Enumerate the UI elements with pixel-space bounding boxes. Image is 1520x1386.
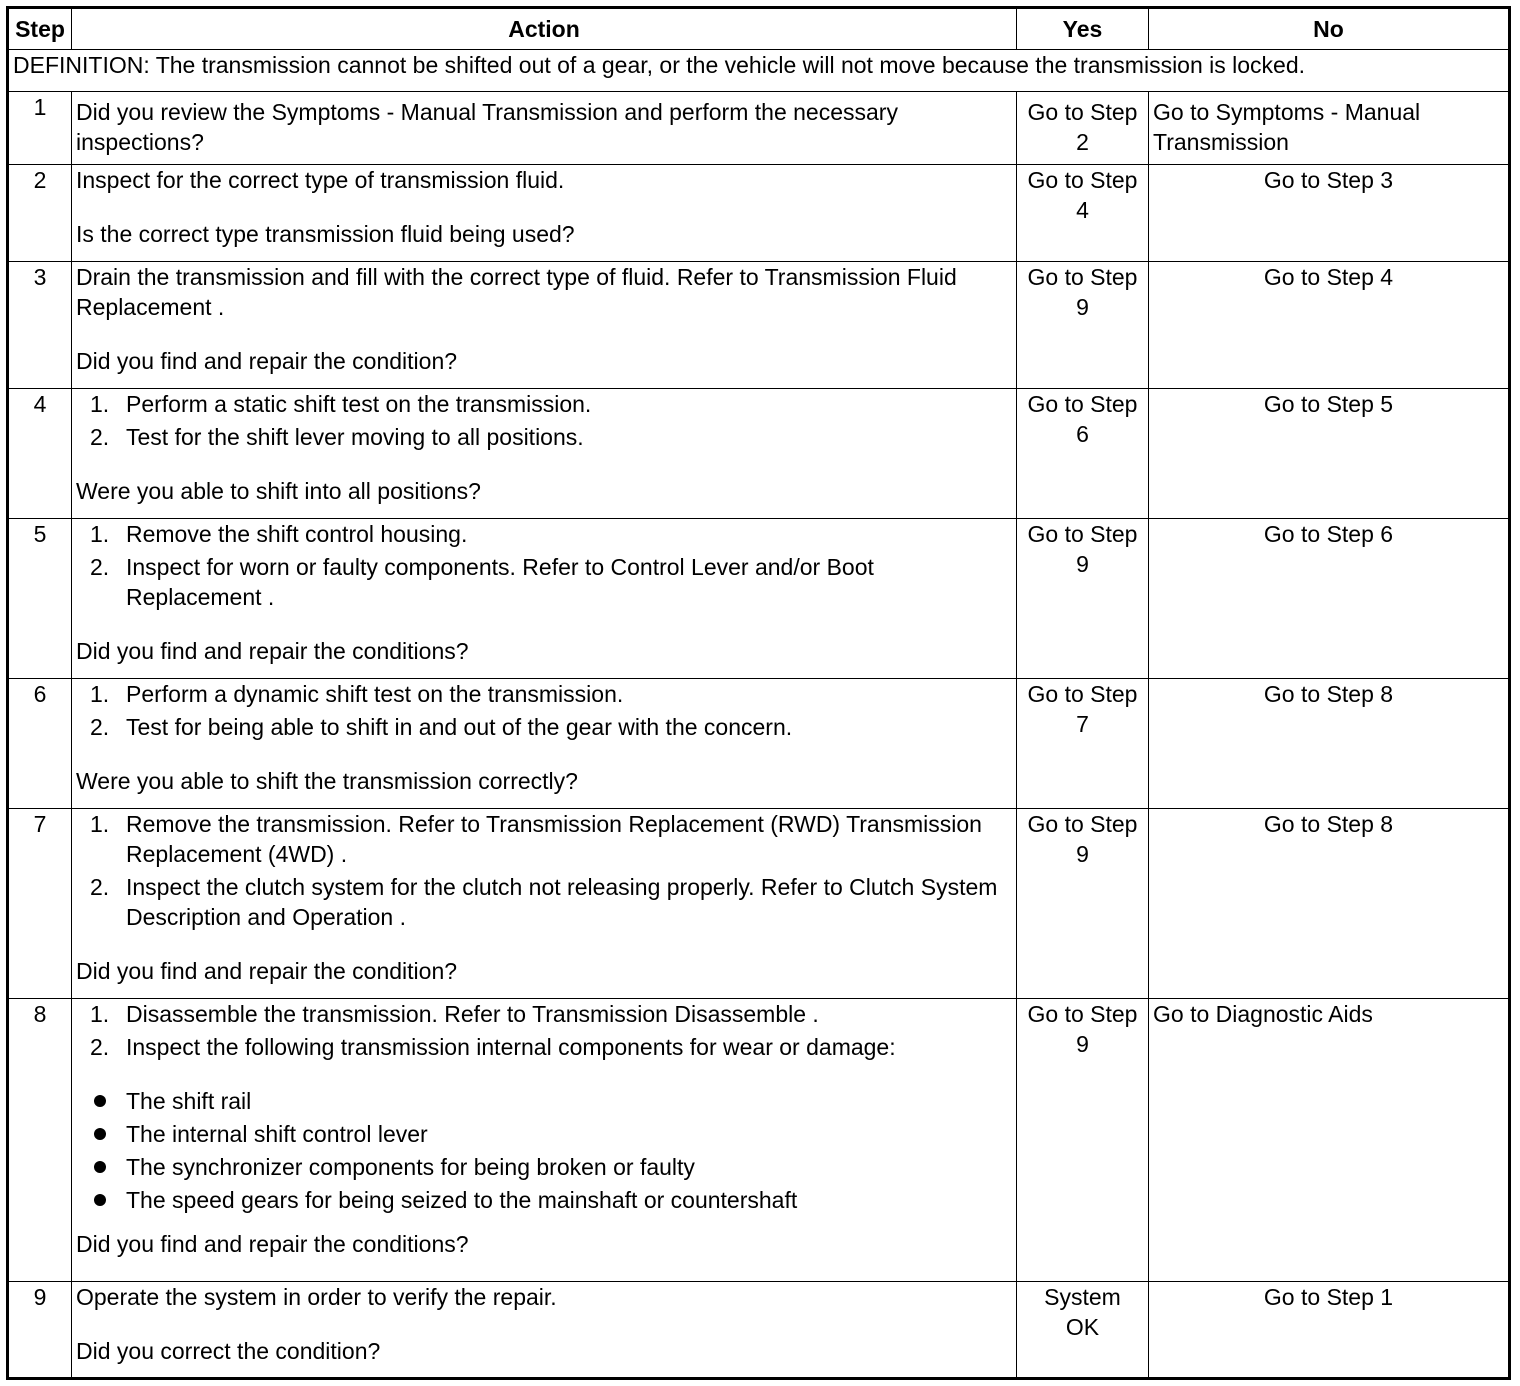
yes-line-1: Go to Step [1027, 99, 1138, 125]
bullet-item [76, 1185, 1012, 1215]
step-number: 4 [8, 389, 72, 519]
list-item: 1. Remove the transmission. Refer to Transmission Replacement (RWD) Transmission Replacement (4WD) . [90, 811, 982, 867]
numbered-list [76, 519, 1012, 612]
yes-line-1: Go to Step [1027, 811, 1138, 837]
action-question: Did you correct the condition? [76, 1338, 381, 1364]
yes-line-2: 2 [1076, 129, 1089, 155]
step-number: 8 [8, 999, 72, 1282]
action-question: Were you able to shift into all positions? [76, 478, 481, 504]
numbered-list [76, 999, 1012, 1062]
yes-line-2: 7 [1076, 711, 1089, 737]
numbered-list [76, 679, 1012, 742]
yes-line-1: Go to Step [1027, 264, 1138, 290]
yes-line-1: Go to Step [1027, 521, 1138, 547]
yes-cell [1017, 92, 1149, 165]
list-item: 2. Inspect the clutch system for the clutch not releasing properly. Refer to Clutch System Description and Operation . [90, 874, 998, 930]
bullet-item-text: The synchronizer components for being broken or faulty [126, 1154, 695, 1180]
yes-line-2: 9 [1076, 1031, 1089, 1057]
no-cell: Go to Step 3 [1149, 165, 1510, 262]
step-number: 3 [8, 262, 72, 389]
list-item: 1. Remove the shift control housing. [90, 521, 468, 547]
step-number: 1 [8, 92, 72, 165]
no-cell: Go to Step 8 [1149, 809, 1510, 999]
yes-line-1: Go to Step [1027, 391, 1138, 417]
no-cell: Go to Symptoms - Manual Transmission [1149, 92, 1510, 165]
bullet-list [76, 1086, 1012, 1215]
yes-line-2: 6 [1076, 421, 1089, 447]
bullet-dot-icon [94, 1128, 106, 1140]
table-row [8, 679, 1510, 809]
yes-line-2: 4 [1076, 197, 1089, 223]
action-question: Did you find and repair the condition? [76, 348, 458, 374]
table-row [8, 999, 1510, 1282]
header-row [8, 8, 1510, 50]
yes-line-2: 9 [1076, 551, 1089, 577]
action-question: Is the correct type transmission fluid being used? [76, 221, 575, 247]
list-item-text: Inspect the following transmission internal components for wear or damage: [126, 1034, 896, 1060]
list-item-text: Perform a static shift test on the transmission. [126, 391, 592, 417]
yes-line-2: OK [1065, 1314, 1100, 1340]
yes-line-1: Go to Step [1027, 167, 1138, 193]
list-item-text: Test for being able to shift in and out of the gear with the concern. [126, 714, 793, 740]
bullet-item [76, 1152, 1012, 1182]
action-question: Were you able to shift the transmission correctly? [76, 768, 578, 794]
header-no: No [1149, 8, 1510, 50]
step-number: 7 [8, 809, 72, 999]
list-item: 1. Perform a static shift test on the transmission. [90, 391, 592, 417]
table-row [8, 1282, 1510, 1379]
action-cell [72, 262, 1017, 389]
list-item-text: Test for the shift lever moving to all positions. [126, 424, 584, 450]
action-question: Did you find and repair the conditions? [76, 638, 469, 664]
header-step: Step [8, 8, 72, 50]
yes-line-2: 9 [1076, 841, 1089, 867]
table-row [8, 262, 1510, 389]
table-row [8, 519, 1510, 679]
diagnostic-document [6, 6, 1511, 1380]
list-item-text: Disassemble the transmission. Refer to Transmission Disassemble . [126, 1001, 819, 1027]
list-item: 2. Inspect the following transmission internal components for wear or damage: [90, 1034, 896, 1060]
list-item: 1. Perform a dynamic shift test on the transmission. [90, 681, 624, 707]
no-cell: Go to Step 8 [1149, 679, 1510, 809]
yes-line-1: System [1044, 1284, 1121, 1310]
yes-cell [1017, 999, 1149, 1282]
list-item: 2. Inspect for worn or faulty components. Refer to Control Lever and/or Boot Replacement . [90, 554, 874, 610]
list-item: 2. Test for being able to shift in and out of the gear with the concern. [90, 714, 793, 740]
definition-text: DEFINITION: The transmission cannot be shifted out of a gear, or the vehicle will not move because the transmission is locked. [8, 50, 1510, 92]
yes-cell [1017, 519, 1149, 679]
step-number: 6 [8, 679, 72, 809]
yes-cell [1017, 165, 1149, 262]
table-row [8, 92, 1510, 165]
yes-cell [1017, 262, 1149, 389]
action-cell [72, 1282, 1017, 1379]
bullet-item-text: The speed gears for being seized to the mainshaft or countershaft [126, 1187, 798, 1213]
action-question: Did you find and repair the conditions? [76, 1231, 469, 1257]
bullet-item-text: The shift rail [126, 1088, 252, 1114]
action-cell [72, 809, 1017, 999]
step-number: 2 [8, 165, 72, 262]
no-cell: Go to Step 4 [1149, 262, 1510, 389]
yes-cell [1017, 1282, 1149, 1379]
bullet-item-text: The internal shift control lever [126, 1121, 428, 1147]
definition-row [8, 50, 1510, 92]
no-cell: Go to Diagnostic Aids [1149, 999, 1510, 1282]
bullet-dot-icon [94, 1095, 106, 1107]
table-row [8, 809, 1510, 999]
no-cell: Go to Step 1 [1149, 1282, 1510, 1379]
yes-cell [1017, 809, 1149, 999]
action-cell [72, 389, 1017, 519]
action-question: Did you find and repair the condition? [76, 958, 458, 984]
numbered-list [76, 389, 1012, 452]
action-cell [72, 679, 1017, 809]
action-text: Drain the transmission and fill with the correct type of fluid. Refer to Transmission Fluid Replacement . [76, 264, 957, 320]
action-text: Operate the system in order to verify the repair. [76, 1284, 557, 1310]
table-row [8, 389, 1510, 519]
bullet-dot-icon [94, 1161, 106, 1173]
list-item-text: Inspect for worn or faulty components. Refer to Control Lever and/or Boot Replacement . [126, 554, 874, 610]
yes-cell [1017, 389, 1149, 519]
header-action: Action [72, 8, 1017, 50]
list-item-text: Remove the transmission. Refer to Transmission Replacement (RWD) Transmission Replacement (4WD) . [126, 811, 982, 867]
list-item-text: Perform a dynamic shift test on the transmission. [126, 681, 624, 707]
bullet-dot-icon [94, 1194, 106, 1206]
action-cell [72, 92, 1017, 165]
yes-line-1: Go to Step [1027, 1001, 1138, 1027]
bullet-item [76, 1086, 1012, 1116]
step-number: 9 [8, 1282, 72, 1379]
header-yes: Yes [1017, 8, 1149, 50]
no-cell: Go to Step 6 [1149, 519, 1510, 679]
step-number: 5 [8, 519, 72, 679]
diagnostic-table [6, 6, 1511, 1380]
list-item-text: Remove the shift control housing. [126, 521, 468, 547]
bullet-item [76, 1119, 1012, 1149]
list-item: 2. Test for the shift lever moving to all positions. [90, 424, 584, 450]
yes-cell [1017, 679, 1149, 809]
action-text: Did you review the Symptoms - Manual Transmission and perform the necessary inspections? [76, 99, 898, 155]
list-item: 1. Disassemble the transmission. Refer to Transmission Disassemble . [90, 1001, 819, 1027]
table-row [8, 165, 1510, 262]
list-item-text: Inspect the clutch system for the clutch not releasing properly. Refer to Clutch System Description and Operation . [126, 874, 998, 930]
yes-line-2: 9 [1076, 294, 1089, 320]
yes-line-1: Go to Step [1027, 681, 1138, 707]
action-text: Inspect for the correct type of transmission fluid. [76, 167, 565, 193]
action-cell [72, 999, 1017, 1282]
numbered-list [76, 809, 1012, 932]
action-cell [72, 519, 1017, 679]
action-cell [72, 165, 1017, 262]
no-cell: Go to Step 5 [1149, 389, 1510, 519]
